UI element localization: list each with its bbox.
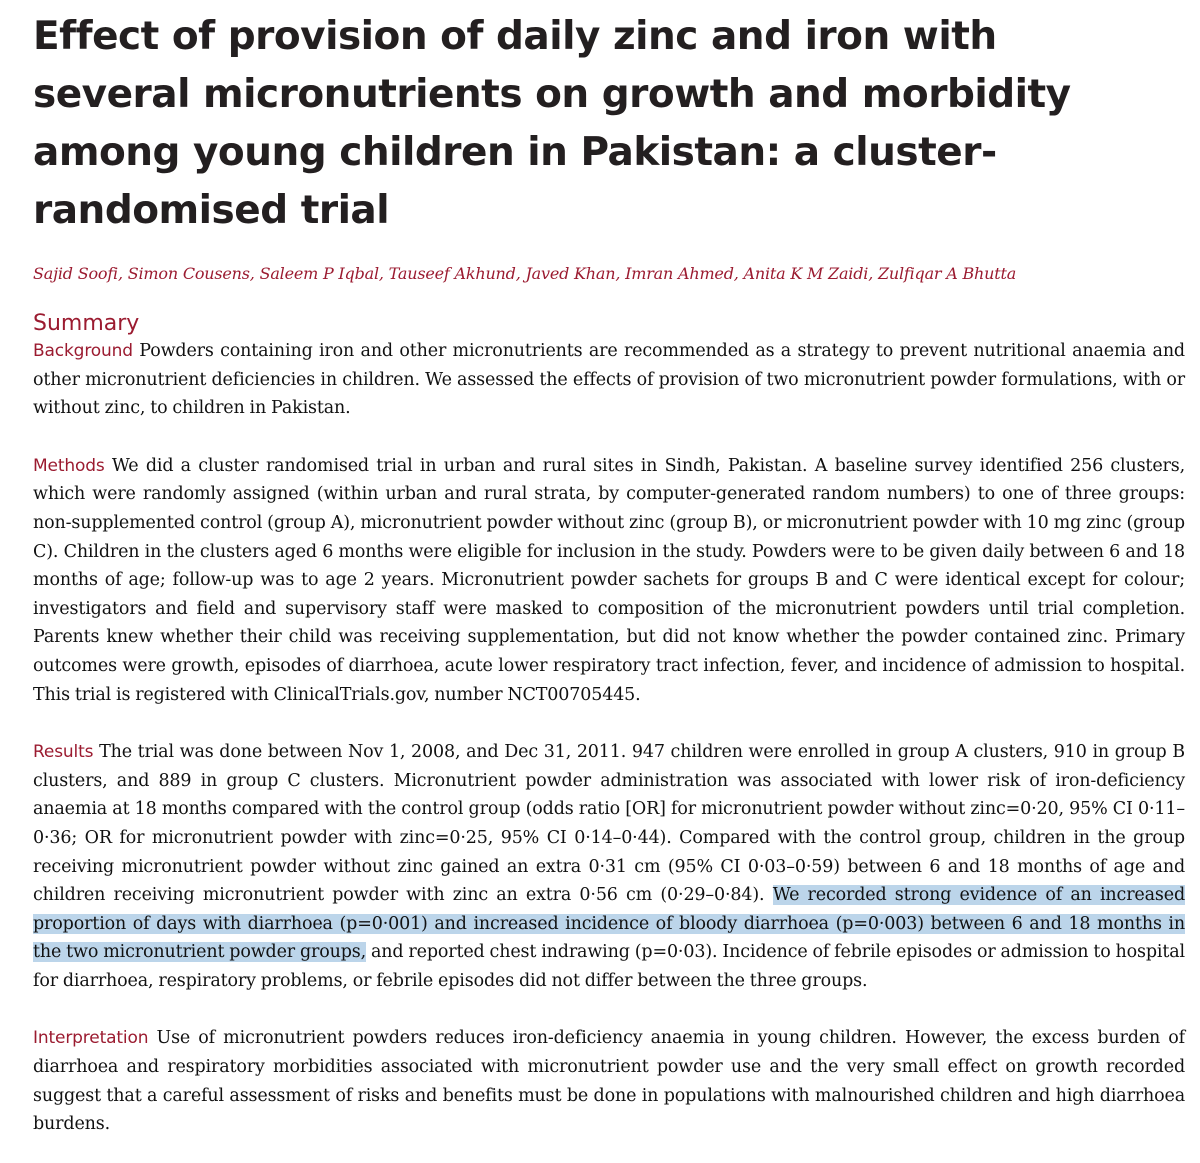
results-highlighted-text[interactable]: We recorded strong evidence of an increased proportion of days with diarrhoea (p=0·001) and increased incidence of bloody diarrhoea (p=0·003) between 6 and 18 months in the two micronutrient powder groups, (33, 885, 1185, 963)
results-text-after: and reported chest indrawing (p=0·03). Incidence of febrile episodes or admission to hospital for diarrhoea, respiratory problems, or febrile episodes did not differ between the three groups. (33, 942, 1185, 991)
methods-text: We did a cluster randomised trial in urban and rural sites in Sindh, Pakistan. A baseline survey identified 256 clusters, which were randomly assigned (within urban and rural strata, by computer-generated random numbers) to one of three groups: non-supplemented control (group A), micronutrient powder without zinc (group B), or micronutrient powder with 10 mg zinc (group C). Children in the clusters aged 6 months were eligible for inclusion in the study. Powders were to be given daily between 6 and 18 months of age; follow-up was to age 2 years. Micronutrient powder sachets for groups B and C were identical except for colour; investigators and field and supervisory staff were masked to composition of the micronutrient powders until trial completion. Parents knew whether their child was receiving supplementation, but did not know whether the powder contained zinc. Primary outcomes were growth, episodes of diarrhoea, acute lower respiratory tract infection, fever, and incidence of admission to hospital. This trial is registered with ClinicalTrials.gov, number NCT00705445. (33, 455, 1185, 705)
background-label: Background (33, 341, 133, 361)
background-section (33, 337, 1185, 423)
methods-section (33, 452, 1185, 709)
summary-heading: Summary (33, 311, 140, 336)
interpretation-label: Interpretation (33, 1028, 149, 1049)
author-list: Sajid Soofi, Simon Cousens, Saleem P Iqbal, Tauseef Akhund, Javed Khan, Imran Ahmed, Anita K M Zaidi, Zulfiqar A Bhutta (33, 264, 1017, 283)
results-section (33, 738, 1185, 995)
results-text-before: The trial was done between Nov 1, 2008, and Dec 31, 2011. 947 children were enrolled in group A clusters, 910 in group B clusters, and 889 in group C clusters. Micronutrient powder administration was associated with lower risk of iron-deficiency anaemia at 18 months compared with the control group (odds ratio [OR] for micronutrient powder without zinc=0·20, 95% CI 0·11–0·36; OR for micronutrient powder with zinc=0·25, 95% CI 0·14–0·44). Compared with the control group, children in the group receiving micronutrient powder without zinc gained an extra 0·31 cm (95% CI 0·03–0·59) between 6 and 18 months of age and children receiving micronutrient powder with zinc an extra 0·56 cm (0·29–0·84). (33, 742, 1185, 906)
interpretation-section (33, 1024, 1185, 1138)
results-label: Results (33, 742, 94, 763)
paper-title: Effect of provision of daily zinc and iron with several micronutrients on growth and morbidity among young children in Pakistan: a cluster-randomised trial (33, 14, 1071, 233)
background-text: Powders containing iron and other micronutrients are recommended as a strategy to prevent nutritional anaemia and other micronutrient deficiencies in children. We assessed the effects of provision of two micronutrient powder formulations, with or without zinc, to children in Pakistan. (33, 341, 1185, 419)
methods-label: Methods (33, 455, 105, 476)
interpretation-text: Use of micronutrient powders reduces iron-deficiency anaemia in young children. However, the excess burden of diarrhoea and respiratory morbidities associated with micronutrient powder use and the very small effect on growth recorded suggest that a careful assessment of risks and benefits must be done in populations with malnourished children and high diarrhoea burdens. (33, 1028, 1185, 1135)
